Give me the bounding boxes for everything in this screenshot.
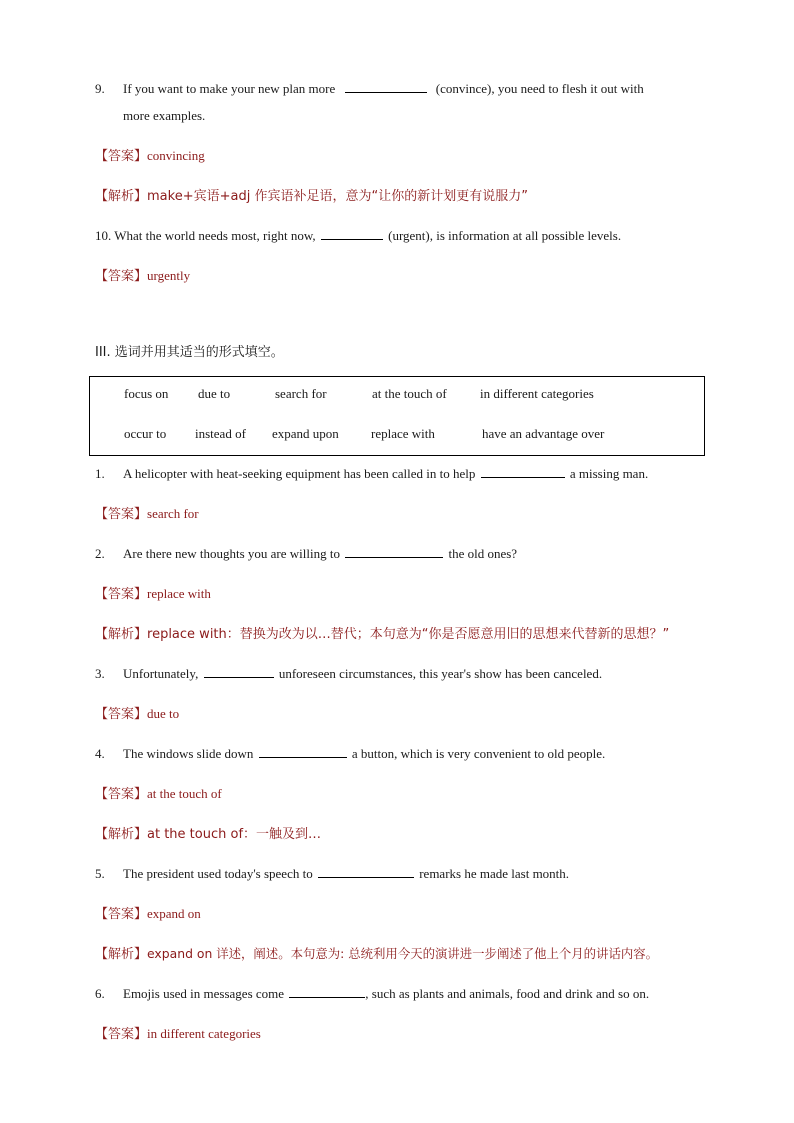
word-option: search for [275, 386, 327, 401]
explanation-text: make+宾语+adj 作宾语补足语，意为“让你的新计划更有说服力” [147, 189, 528, 204]
question-text: , such as plants and animals, food and drink and so on. [365, 986, 650, 1001]
answer-tag: 【答案】 [95, 507, 148, 522]
answer-text: in different categories [147, 1026, 261, 1041]
question-text: The windows slide down [123, 746, 254, 761]
answer-blank[interactable] [204, 665, 274, 678]
question-text: the old ones? [448, 546, 518, 561]
question-text: a button, which is very convenient to old people. [351, 746, 606, 761]
answer-blank[interactable] [289, 985, 365, 998]
answer-line [95, 1025, 261, 1044]
question-text: (urgent), is information at all possible levels. [388, 228, 622, 243]
answer-blank[interactable] [345, 80, 427, 93]
answer-tag: 【答案】 [95, 1027, 148, 1042]
question-1 [123, 465, 648, 483]
explanation-tag: 【解析】 [95, 827, 148, 842]
explanation-line [95, 625, 669, 644]
question-text: unforeseen circumstances, this year's show has been canceled. [278, 666, 603, 681]
answer-tag: 【答案】 [95, 787, 148, 802]
answer-tag: 【答案】 [95, 907, 148, 922]
question-text: A helicopter with heat-seeking equipment has been called in to help [123, 466, 476, 481]
question-text: The president used today's speech to [123, 866, 313, 881]
explanation-line [95, 187, 528, 206]
explanation-text: at the touch of：一触及到… [147, 827, 322, 842]
answer-line [95, 585, 211, 604]
question-text: Unfortunately, [123, 666, 199, 681]
answer-line [95, 705, 179, 724]
question-text: If you want to make your new plan more [123, 81, 336, 96]
question-text: (convince), you need to flesh it out with [435, 81, 644, 96]
answer-line [95, 267, 190, 286]
explanation-tag: 【解析】 [95, 947, 148, 962]
word-option: have an advantage over [482, 426, 605, 441]
word-option: due to [198, 386, 231, 401]
explanation-tag: 【解析】 [95, 189, 148, 204]
answer-line [95, 147, 205, 166]
answer-blank[interactable] [259, 745, 347, 758]
question-number: 9. [95, 81, 105, 96]
question-5 [123, 865, 569, 883]
answer-text: expand on [147, 906, 201, 921]
answer-line [95, 905, 201, 924]
question-text: remarks he made last month. [419, 866, 570, 881]
answer-tag: 【答案】 [95, 707, 148, 722]
answer-tag: 【答案】 [95, 149, 148, 164]
answer-line [95, 505, 199, 524]
word-option: in different categories [480, 386, 594, 401]
answer-text: urgently [147, 268, 191, 283]
explanation-tag: 【解析】 [95, 627, 148, 642]
question-number: 6. [95, 986, 105, 1001]
question-number: 10. [95, 228, 112, 243]
word-option: occur to [124, 426, 167, 441]
word-option: expand upon [272, 426, 339, 441]
question-number: 2. [95, 546, 105, 561]
question-10 [95, 227, 621, 245]
word-option: replace with [371, 426, 435, 441]
word-bank [89, 376, 705, 456]
word-option: at the touch of [372, 386, 447, 401]
question-text: a missing man. [569, 466, 649, 481]
question-3 [123, 665, 602, 683]
question-number: 3. [95, 666, 105, 681]
answer-blank[interactable] [321, 227, 383, 240]
answer-text: search for [147, 506, 199, 521]
answer-text: convincing [147, 148, 205, 163]
answer-blank[interactable] [318, 865, 414, 878]
question-2 [123, 545, 517, 563]
answer-text: at the touch of [147, 786, 222, 801]
word-option: instead of [195, 426, 246, 441]
answer-blank[interactable] [481, 465, 565, 478]
word-option: focus on [124, 386, 169, 401]
question-number: 4. [95, 746, 105, 761]
answer-tag: 【答案】 [95, 587, 148, 602]
question-6 [123, 985, 649, 1003]
explanation-line [95, 945, 658, 964]
question-9-line-2: more examples. [123, 108, 206, 123]
question-9-line-1 [123, 80, 699, 98]
question-text: What the world needs most, right now, [114, 228, 316, 243]
answer-blank[interactable] [345, 545, 443, 558]
explanation-text: replace with：替换为改为以…替代；本句意为“你是否愿意用旧的思想来代替新的思想？” [147, 627, 670, 642]
question-number: 5. [95, 866, 105, 881]
explanation-text: expand on 详述，阐述。本句意为: 总统利用今天的演讲进一步阐述了他上个月的讲话内容。 [147, 946, 659, 961]
answer-tag: 【答案】 [95, 269, 148, 284]
answer-text: replace with [147, 586, 211, 601]
question-text: Emojis used in messages come [123, 986, 285, 1001]
question-number: 1. [95, 466, 105, 481]
section-title: III. 选词并用其适当的形式填空。 [95, 345, 284, 360]
question-4 [123, 745, 605, 763]
answer-text: due to [147, 706, 180, 721]
question-text: Are there new thoughts you are willing to [123, 546, 340, 561]
explanation-line [95, 825, 321, 844]
answer-line [95, 785, 222, 804]
